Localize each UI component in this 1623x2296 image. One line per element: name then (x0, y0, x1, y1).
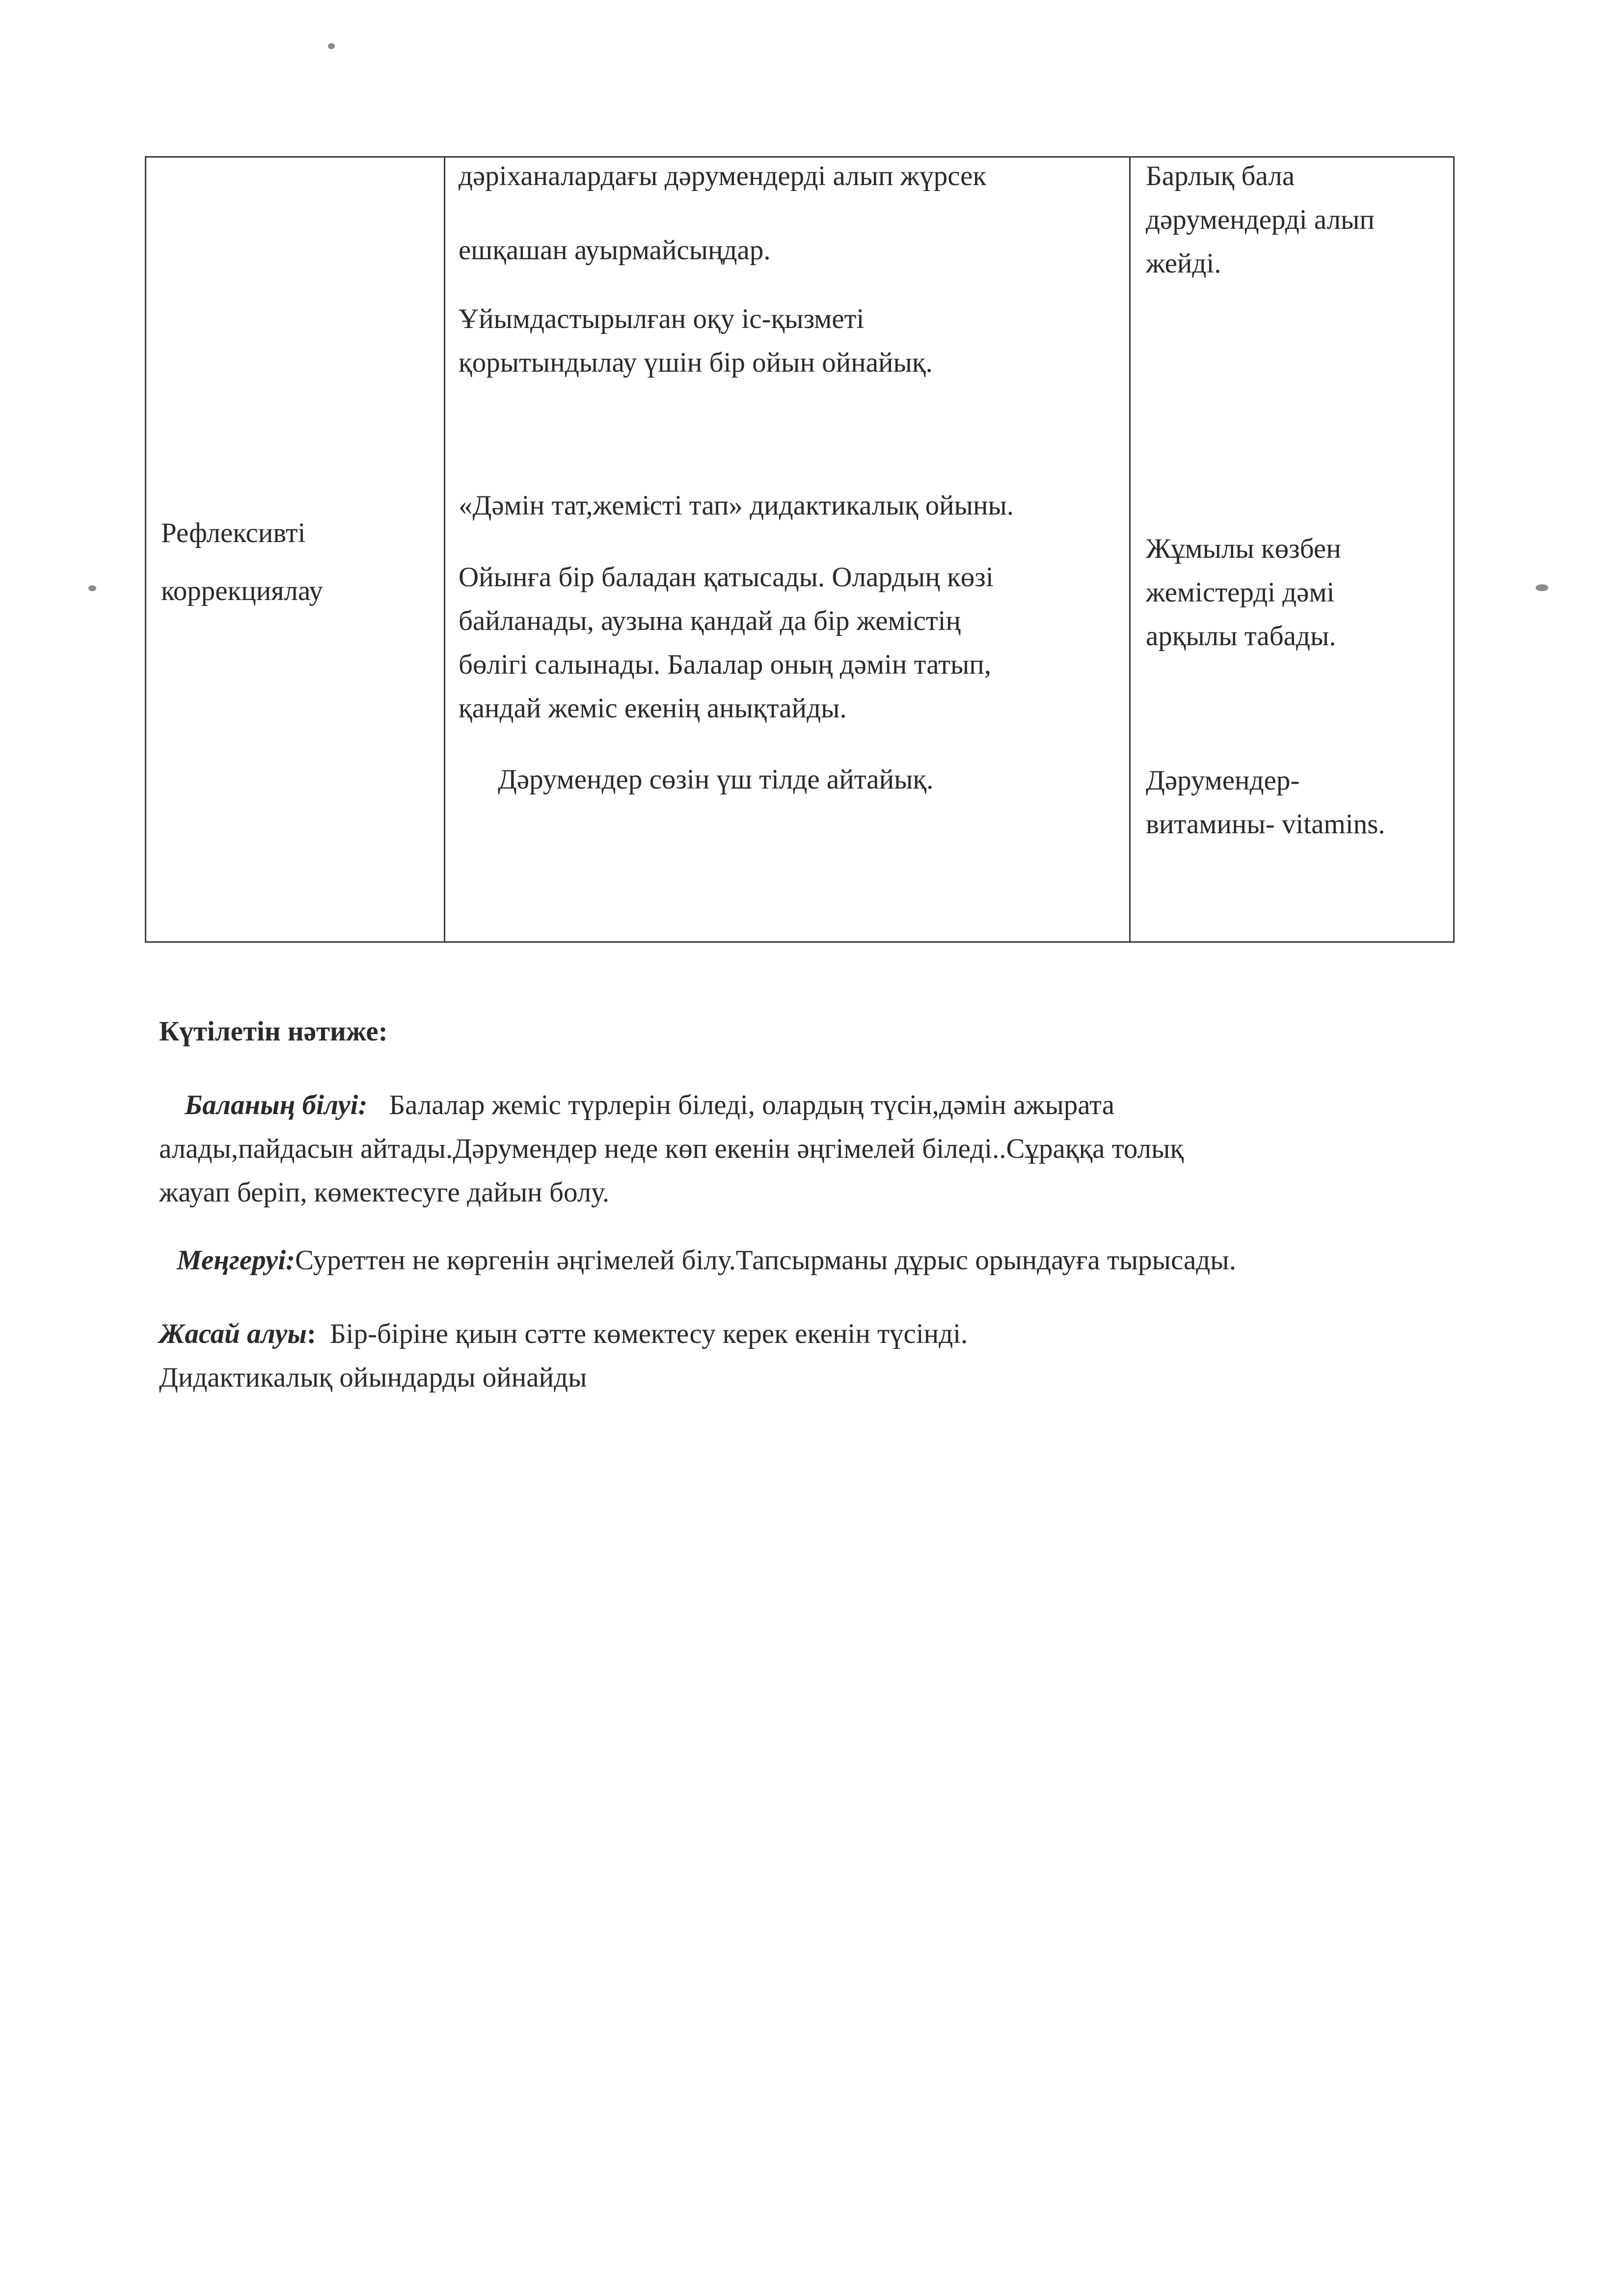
skill-line-1 (159, 1312, 968, 1356)
knowledge-line-2: алады,пайдасын айтады.Дәрумендер неде көп екенін әңгімелей біледі..Сұраққа толық (159, 1133, 1184, 1164)
lesson-table (145, 156, 1455, 943)
knowledge-line-1 (185, 1083, 1114, 1127)
skill-colon: : (306, 1318, 316, 1349)
knowledge-line-3: жауап беріп, көмектесуге дайын болу. (159, 1177, 610, 1208)
activity-p1-line-2: ешқашан ауырмайсыңдар. (459, 235, 771, 266)
children-p3-line-1: Дәрумендер- (1146, 765, 1300, 796)
activity-p2-line-1: Ұйымдастырылған оқу іс-қызметі (459, 303, 865, 334)
children-p1-line-1: Барлық бала (1146, 161, 1295, 191)
children-p2-line-2: жемістерді дәмі (1146, 577, 1335, 608)
scan-speck (328, 43, 335, 49)
activity-p3: «Дәмін тат,жемісті тап» дидактикалық ойыны. (459, 490, 1014, 521)
children-p2-line-1: Жұмылы көзбен (1146, 533, 1341, 564)
mastery-line (177, 1238, 1236, 1282)
column-divider (1129, 158, 1131, 941)
mastery-text: Суреттен не көргенін әңгімелей білу.Тапсырманы дұрыс орындауға тырысады. (295, 1245, 1236, 1276)
skill-label: Жасай алуы (159, 1318, 307, 1349)
scan-speck (88, 585, 96, 591)
result-heading: Күтілетін нәтиже: (159, 1016, 388, 1047)
activity-p4-line-1: Ойынға бір баладан қатысады. Олардың көзі (459, 562, 994, 593)
section-label-line-1: Рефлексивті (161, 518, 306, 548)
activity-p4-line-2: байланады, аузына қандай да бір жемістің (459, 605, 961, 636)
activity-p2-line-2: қорытындылау үшін бір ойын ойнайық. (459, 347, 933, 378)
activity-p4-line-3: бөлігі салынады. Балалар оның дәмін татып, (459, 649, 992, 680)
children-p3-line-2: витамины- vitamins. (1146, 809, 1385, 840)
skill-line-2: Дидактикалық ойындарды ойнайды (159, 1362, 587, 1393)
activity-p5: Дәрумендер сөзін үш тілде айтайық. (498, 764, 934, 795)
children-p1-line-3: жейді. (1146, 248, 1221, 279)
column-divider (444, 158, 445, 941)
knowledge-label: Баланың білуі: (185, 1090, 368, 1121)
activity-p4-line-4: қандай жеміс екенің анықтайды. (459, 693, 847, 724)
mastery-label: Меңгеруі: (177, 1245, 296, 1276)
skill-text-1: Бір-біріне қиын сәтте көмектесу керек екенін түсінді. (329, 1318, 968, 1349)
children-p2-line-3: арқылы табады. (1146, 621, 1336, 652)
children-p1-line-2: дәрумендерді алып (1146, 204, 1375, 235)
scan-speck (1536, 584, 1548, 591)
activity-p1-line-1: дәріханалардағы дәрумендерді алып жүрсек (459, 161, 987, 191)
knowledge-text-1: Балалар жеміс түрлерін біледі, олардың түсін,дәмін ажырата (389, 1090, 1115, 1121)
section-label-line-2: коррекциялау (161, 575, 323, 606)
